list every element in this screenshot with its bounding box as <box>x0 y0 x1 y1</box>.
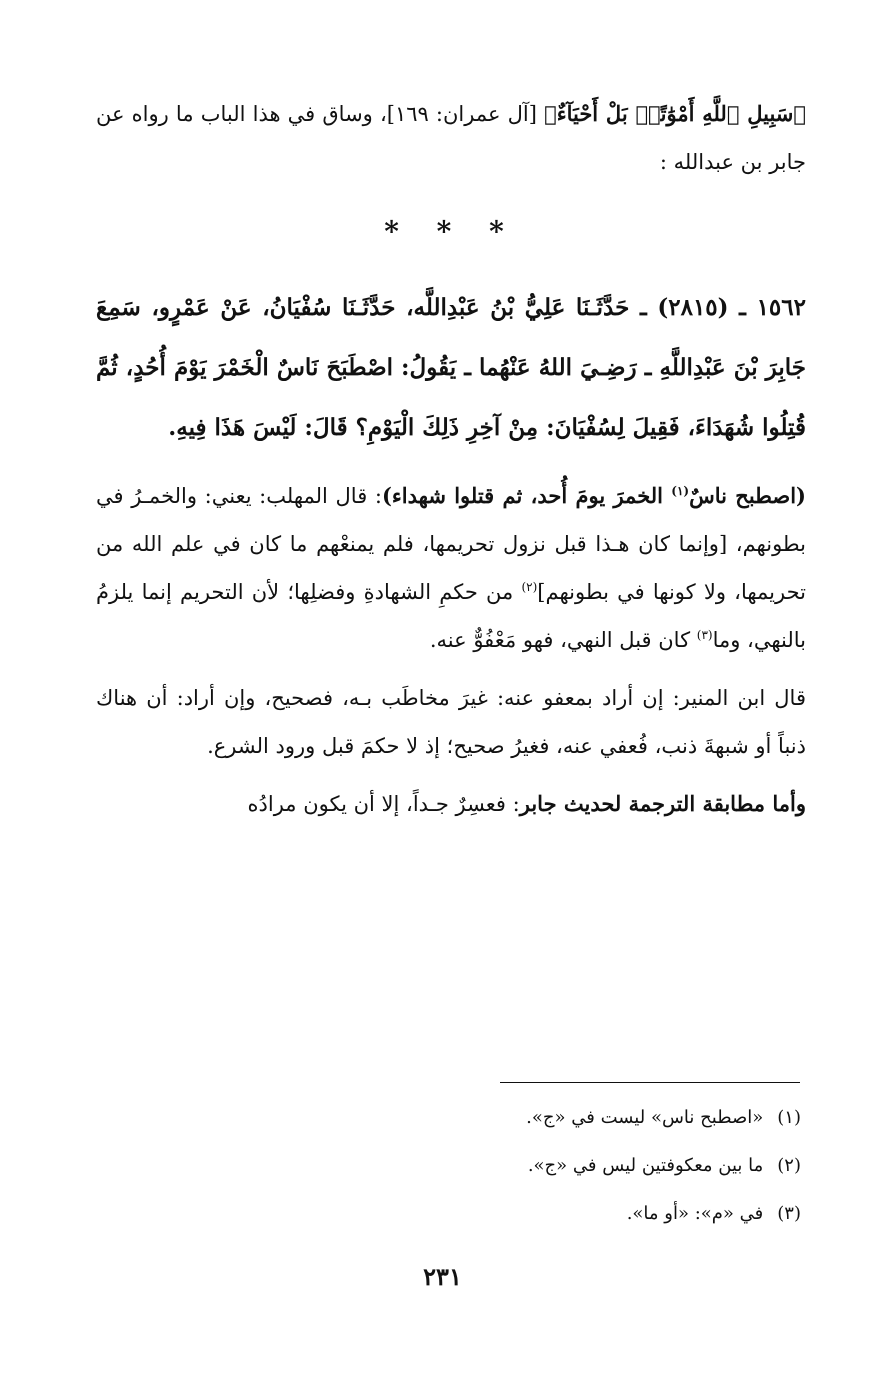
commentary-text-c: كان قبل النهي، فهو مَعْفُوٌّ عنه. <box>429 628 697 652</box>
page-body <box>96 90 806 828</box>
hadith-text: ١٥٦٢ ـ (٢٨١٥) ـ حَدَّثَـنَا عَلِيُّ بْنُ عَبْدِاللَّه، حَدَّثَـنَا سُفْيَانُ، عَنْ عَمْرٍو، سَمِعَ جَابِرَ بْنَ عَبْدِاللَّهِ ـ رَضِـيَ اللهُ عَنْهُما ـ يَقُولُ: اصْطَبَحَ نَاسٌ الْخَمْرَ يَوْمَ أُحُدٍ، ثُمَّ قُتِلُوا شُهَدَاءَ، فَقِيلَ لِسُفْيَانَ: مِنْ آخِرِ ذَلِكَ الْيَوْمِ؟ قَالَ: لَيْسَ هَذَا فِيهِ. <box>96 294 806 441</box>
commentary-heading: وأما مطابقة الترجمة لحديث جابر <box>519 791 806 816</box>
footnote-number: (١) <box>777 1107 801 1128</box>
footnote-ref-2: (٢) <box>521 580 538 594</box>
footnote-1 <box>96 1094 801 1142</box>
footnote-2 <box>96 1142 801 1190</box>
commentary-paragraph-2: قال ابن المنير: إن أراد بمعفو عنه: غيرَ مخاطَب بـه، فصحيح، وإن أراد: أن هناك ذنباً أو شبهةَ ذنب، فُعفي عنه، فغيرُ صحيح؛ إذ لا حكمَ قبل ورود الشرع. <box>96 686 806 758</box>
footnote-ref-1: (١) <box>671 484 690 498</box>
footnotes <box>96 1094 801 1238</box>
commentary-paragraph-3 <box>96 780 806 828</box>
quran-verse: ﴿سَبِيلِ ٱللَّهِ أَمْوَٰتًاۚ بَلْ أَحْيَآءٌ﴾ <box>544 101 806 126</box>
quote-start: (اصطبح ناسٌ <box>689 483 806 508</box>
footnote-text: ما بين معكوفتين ليس في «ج». <box>527 1155 764 1176</box>
footnote-number: (٢) <box>777 1155 801 1176</box>
footnote-text: في «م»: «أو ما». <box>626 1203 764 1224</box>
commentary-text: : فعسِرٌ جـداً، إلا أن يكون مرادُه <box>247 792 520 816</box>
footnote-3 <box>96 1190 801 1238</box>
section-separator: * * * <box>384 215 518 248</box>
commentary-paragraph-1 <box>96 472 806 664</box>
commentary-text-a: : قال المهلب: يعني: والخمـرُ في بطونهم، [وإنما كان هـذا قبل نزول تحريمها، فلم يمنعْهم ما كان في علم الله من تحريمها، ولا كونها في بطونهم] <box>96 484 806 604</box>
quote-rest: الخمرَ يومَ أُحد، ثم قتلوا شهداء) <box>381 483 672 508</box>
intro-paragraph <box>96 90 806 186</box>
commentary-quote <box>382 483 806 508</box>
commentary-text-b: من حكمِ الشهادةِ وفضلِها؛ لأن التحريم إنما يلزمُ بالنهي، وما <box>96 580 806 652</box>
page-number: ٢٣١ <box>423 1262 462 1291</box>
footnote-ref-3: (٣) <box>696 628 713 642</box>
verse-citation: [آل عمران: ١٦٩] <box>386 102 537 126</box>
intro-text: ، وساق في هذا الباب ما رواه عن جابر بن عبدالله : <box>96 102 806 174</box>
footnote-text: «اصطبح ناس» ليست في «ج». <box>526 1107 764 1128</box>
footnote-number: (٣) <box>777 1203 801 1224</box>
footnote-divider <box>500 1082 800 1083</box>
